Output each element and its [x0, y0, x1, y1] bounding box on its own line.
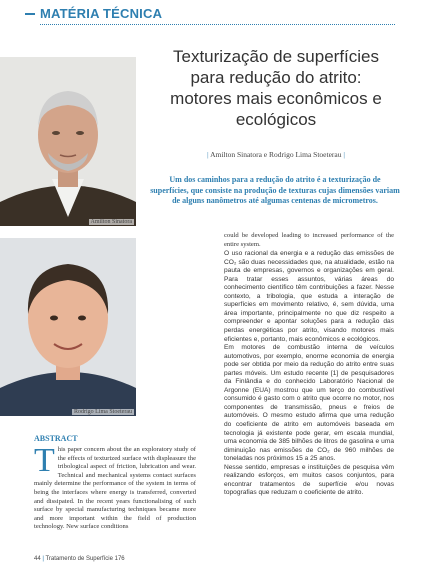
section-label: MATÉRIA TÉCNICA: [40, 6, 163, 21]
photo-caption: Amilton Sinatora: [90, 219, 132, 225]
body-paragraph: O uso racional da energia e a redução das emissões de CO₂ são duas necessidades que, na atualidade, estão na pauta de empresas, governos e organizações em geral. Para tratar esses assuntos, várias áreas do conhecimento científico têm contribuições a fazer. Nesse contexto, a tribologia, que estuda a interação de superfícies em movimento relativo, é, sem dúvida, uma área importante, principalmente no que diz respeito a compreender e apontar soluções para a redução das perdas energéticas por atrito, visando motores mais eficientes e, portanto, mais econômicos e ecológicos.: [224, 250, 394, 343]
header-dotted-rule: [40, 24, 395, 25]
authors-names: Amilton Sinatora e Rodrigo Lima Stoeterau: [210, 150, 342, 159]
abstract-paragraph: his paper concern about the an exploratory study of the effects of texturized surface with displeasure the tribological aspect of friction, lubrication and wear. Technical and mechanical systems contact surfaces mainly determine the performance of the system in terms of being the interfaces where energy is transferred, converted and dissipated. In the recent years functionalising of such surface by special manufacturing techniques became more and more important within the field of production technology. New surface conditions: [34, 446, 196, 531]
drop-cap: T: [34, 442, 55, 479]
abstract-heading: ABSTRACT: [34, 434, 78, 443]
journal-name: Tratamento de Superfície 176: [45, 556, 125, 562]
page-footer: [34, 556, 125, 562]
body-paragraph: Nesse sentido, empresas e instituições de pesquisa vêm realizando esforços, em muitos casos conjuntos, para encontrar tratamentos de superfície e/ou novas topografias que reduzam o coeficiente de atrito.: [224, 463, 394, 497]
authors-bar-left: |: [207, 150, 211, 159]
photo-caption: Rodrigo Lima Stoeterau: [74, 409, 132, 415]
authors-bar-right: |: [341, 150, 345, 159]
header-accent-dash: [25, 13, 35, 15]
body-paragraph: Em motores de combustão interna de veículos automotivos, por exemplo, enorme economia de energia pode ser obtida por meio da redução do atrito entre suas partes móveis. Um estudo recente [1] de pesquisadores da Finlândia e do conhecido Laboratório Nacional de Argonne (EUA) mostrou que um terço do combustível consumido é gasto com o atrito que ocorre no motor, nos componentes de transmissão, pneus e freios de automóveis. O mesmo estudo afirma que uma redução do coeficiente de atrito em automóveis baseada em tecnologia já existente pode gerar, em escala mundial, uma economia de 385 bilhões de litros de gasolina e uma diminuição nas emissões de CO₂ de 960 milhões de toneladas nos próximos 15 a 25 anos.: [224, 344, 394, 463]
article-lead: Um dos caminhos para a redução do atrito é a texturização de superfícies, que consiste na produção de texturas cujas dimensões variam de alguns nanômetros até algumas centenas de micrometros.: [150, 175, 400, 205]
article-title: Texturização de superfícies para redução do atrito: motores mais econômicos e ecológicos: [170, 47, 382, 129]
page-number: 44: [34, 556, 41, 562]
footer-separator: |: [42, 556, 44, 562]
author-photo-sinatora: [0, 57, 136, 226]
author-photo-stoeterau: [0, 238, 136, 416]
abstract-text: [34, 442, 196, 532]
abstract-continuation: could be developed leading to increased performance of the entire system.: [224, 232, 394, 248]
body-column: [224, 232, 394, 498]
article-authors: [160, 150, 392, 159]
